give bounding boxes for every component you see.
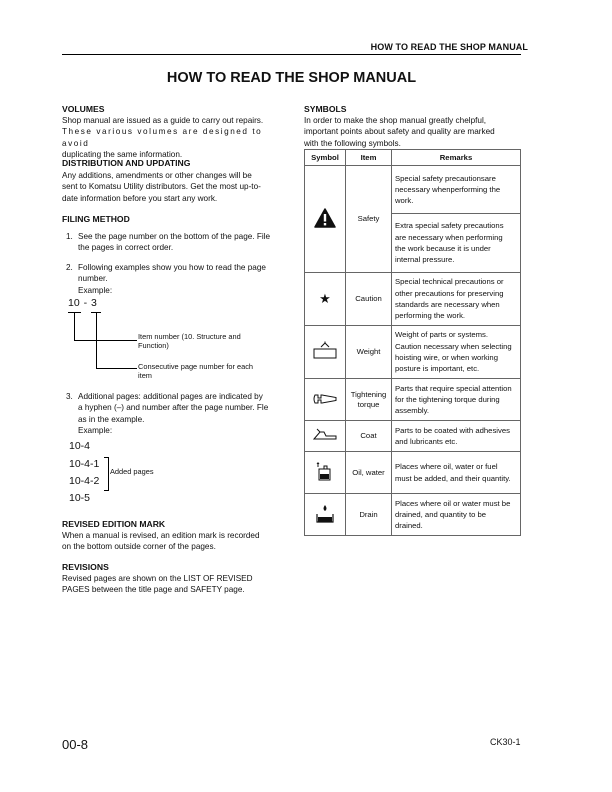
filing-item-number: 3. bbox=[66, 392, 73, 401]
filing-item-1 bbox=[66, 231, 280, 254]
volumes-text bbox=[62, 115, 280, 161]
remark-line: drained. bbox=[395, 521, 423, 531]
item-cell: Coat bbox=[346, 421, 392, 452]
distribution-line: Any additions, amendments or other changes will be bbox=[62, 171, 252, 180]
added-pages-label: Added pages bbox=[110, 467, 154, 476]
remark-line: necessary whenperforming the bbox=[395, 184, 501, 194]
filing-example-label: Example: bbox=[78, 426, 113, 436]
footer-model: CK30-1 bbox=[490, 737, 521, 747]
revised-edition-line: on the bottom outside corner of the pages. bbox=[62, 542, 216, 552]
item-cell bbox=[346, 379, 392, 421]
added-page-example: 10-4 bbox=[69, 440, 91, 452]
revisions-line: Revised pages are shown on the LIST OF REVISED bbox=[62, 574, 253, 583]
remarks-cell bbox=[392, 421, 521, 452]
page-title: HOW TO READ THE SHOP MANUAL bbox=[166, 70, 417, 86]
symbol-cell bbox=[305, 452, 346, 494]
table-row bbox=[305, 273, 521, 326]
symbol-cell bbox=[305, 379, 346, 421]
symbols-line: with the following symbols. bbox=[304, 138, 401, 148]
item-cell: Caution bbox=[346, 273, 392, 326]
warning-triangle-icon bbox=[314, 208, 336, 228]
table-row bbox=[305, 452, 521, 494]
filing-item-line: Following examples show you how to read the page bbox=[78, 263, 266, 272]
remark-line: Parts to be coated with adhesives bbox=[395, 425, 510, 435]
remarks-cell bbox=[392, 494, 521, 536]
page-number-example: 10 - 3 bbox=[68, 297, 97, 309]
remarks-cell bbox=[392, 452, 521, 494]
drain-icon bbox=[314, 503, 336, 525]
leader-line bbox=[96, 368, 137, 369]
remark-line: and lubricants etc. bbox=[395, 437, 458, 446]
note-line: Consecutive page number for each bbox=[138, 362, 254, 371]
distribution-text bbox=[62, 170, 280, 204]
added-page-example: 10-4-2 bbox=[69, 475, 100, 487]
remarks-cell bbox=[392, 166, 521, 214]
star-icon: ★ bbox=[319, 291, 331, 307]
revisions-text bbox=[62, 573, 280, 596]
remark-line: work. bbox=[395, 196, 414, 206]
revisions-line: PAGES between the title page and SAFETY page. bbox=[62, 585, 245, 595]
filing-item-line: the pages in correct order. bbox=[78, 243, 174, 253]
volumes-line: These various volumes are designed to avoid bbox=[62, 127, 263, 148]
remark-line: Extra special safety precautions bbox=[395, 221, 504, 231]
symbols-line: important points about safety and quality are marked bbox=[304, 127, 495, 137]
header-rule bbox=[62, 54, 521, 55]
revised-edition-line: When a manual is revised, an edition mark is recorded bbox=[62, 531, 260, 540]
filing-item-line: number. bbox=[78, 274, 108, 284]
revisions-heading: REVISIONS bbox=[62, 562, 109, 572]
filing-example-label: Example: bbox=[78, 285, 113, 295]
item-cell: Drain bbox=[346, 494, 392, 536]
coat-brush-icon bbox=[312, 428, 338, 442]
remark-line: other precautions for preserving bbox=[395, 288, 504, 298]
distribution-heading: DISTRIBUTION AND UPDATING bbox=[62, 158, 191, 168]
item-cell: Safety bbox=[346, 166, 392, 273]
symbol-cell bbox=[305, 421, 346, 452]
header-symbol: Symbol bbox=[305, 150, 346, 166]
weight-hoist-icon bbox=[312, 341, 338, 361]
remark-line: the work because it is under bbox=[395, 244, 491, 253]
symbol-cell bbox=[305, 273, 346, 326]
item-cell: Weight bbox=[346, 326, 392, 379]
distribution-line: date information before you start any work. bbox=[62, 193, 218, 203]
remark-line: are necessary when performing bbox=[395, 232, 503, 242]
note-line: Function) bbox=[138, 341, 169, 350]
filing-item-line: See the page number on the bottom of the page. File bbox=[78, 232, 271, 241]
added-page-example: 10-4-1 bbox=[69, 458, 100, 470]
remarks-cell bbox=[392, 214, 521, 273]
table-row bbox=[305, 494, 521, 536]
filing-heading: FILING METHOD bbox=[62, 214, 130, 224]
header-item: Item bbox=[346, 150, 392, 166]
added-page-example: 10-5 bbox=[69, 492, 91, 504]
leader-line bbox=[74, 312, 75, 341]
running-header-title: HOW TO READ THE SHOP MANUAL bbox=[370, 42, 528, 52]
remark-line: Caution necessary when selecting bbox=[395, 341, 512, 351]
oil-can-icon bbox=[314, 461, 336, 483]
volumes-heading: VOLUMES bbox=[62, 104, 105, 114]
symbols-text bbox=[304, 115, 521, 149]
item-cell: Oil, water bbox=[346, 452, 392, 494]
distribution-line: sent to Komatsu Utility distributors. Get the most up-to- bbox=[62, 182, 261, 192]
header-remarks: Remarks bbox=[392, 150, 521, 166]
symbols-table bbox=[304, 149, 521, 536]
note-item-number bbox=[138, 332, 278, 350]
symbol-cell bbox=[305, 166, 346, 273]
remark-line: Weight of parts or systems. bbox=[395, 330, 488, 340]
table-row bbox=[305, 421, 521, 452]
leader-line bbox=[74, 340, 137, 341]
remark-line: for the tightening torque during bbox=[395, 394, 500, 404]
table-row bbox=[305, 379, 521, 421]
table-row bbox=[305, 326, 521, 379]
remark-line: must be added, and their quantity. bbox=[395, 473, 511, 483]
item-line: Tightening bbox=[350, 389, 387, 399]
filing-item-number: 1. bbox=[66, 232, 73, 241]
remarks-cell bbox=[392, 326, 521, 379]
remark-line: assembly. bbox=[395, 406, 430, 416]
filing-item-number: 2. bbox=[66, 263, 73, 272]
filing-item-line: as in the example. bbox=[78, 414, 145, 424]
volumes-line: duplicating the same information. bbox=[62, 150, 183, 160]
remark-line: hoisting wire, or when working bbox=[395, 353, 498, 362]
remark-line: internal pressure. bbox=[395, 255, 455, 265]
leader-line bbox=[96, 312, 97, 369]
item-line: torque bbox=[357, 399, 380, 409]
added-pages-bracket bbox=[104, 457, 109, 491]
symbol-cell bbox=[305, 494, 346, 536]
symbols-heading: SYMBOLS bbox=[304, 104, 347, 114]
table-row bbox=[305, 166, 521, 214]
filing-item-line: a hyphen (–) and number after the page number. Fle bbox=[78, 403, 269, 413]
remark-line: performing the work. bbox=[395, 311, 466, 321]
remark-line: Special technical precautions or bbox=[395, 277, 504, 287]
symbol-cell bbox=[305, 326, 346, 379]
revised-edition-heading: REVISED EDITION MARK bbox=[62, 519, 166, 529]
note-line: Item number (10. Structure and bbox=[138, 332, 241, 341]
remark-line: posture is important, etc. bbox=[395, 364, 480, 374]
remark-line: Special safety precautionsare bbox=[395, 173, 496, 183]
note-line: item bbox=[138, 371, 152, 380]
footer-page-number: 00-8 bbox=[62, 737, 89, 752]
remarks-cell bbox=[392, 379, 521, 421]
filing-item-3 bbox=[66, 391, 280, 437]
table-header-row bbox=[305, 150, 521, 166]
remark-line: Places where oil or water must be bbox=[395, 498, 511, 508]
volumes-line: Shop manual are issued as a guide to carry out repairs. bbox=[62, 116, 264, 125]
revised-edition-text bbox=[62, 530, 280, 553]
symbols-line: In order to make the shop manual greatly chelpful, bbox=[304, 116, 487, 125]
remark-line: Parts that require special attention bbox=[395, 383, 512, 393]
remark-line: drained, and quantity to be bbox=[395, 509, 487, 519]
remark-line: standards are necessary when bbox=[395, 300, 500, 309]
wrench-icon bbox=[312, 392, 338, 406]
remarks-cell bbox=[392, 273, 521, 326]
remark-line: Places where oil, water or fuel bbox=[395, 462, 498, 472]
filing-item-2 bbox=[66, 262, 280, 296]
note-consecutive bbox=[138, 362, 278, 380]
filing-item-line: Additional pages: additional pages are indicated by bbox=[78, 392, 263, 401]
